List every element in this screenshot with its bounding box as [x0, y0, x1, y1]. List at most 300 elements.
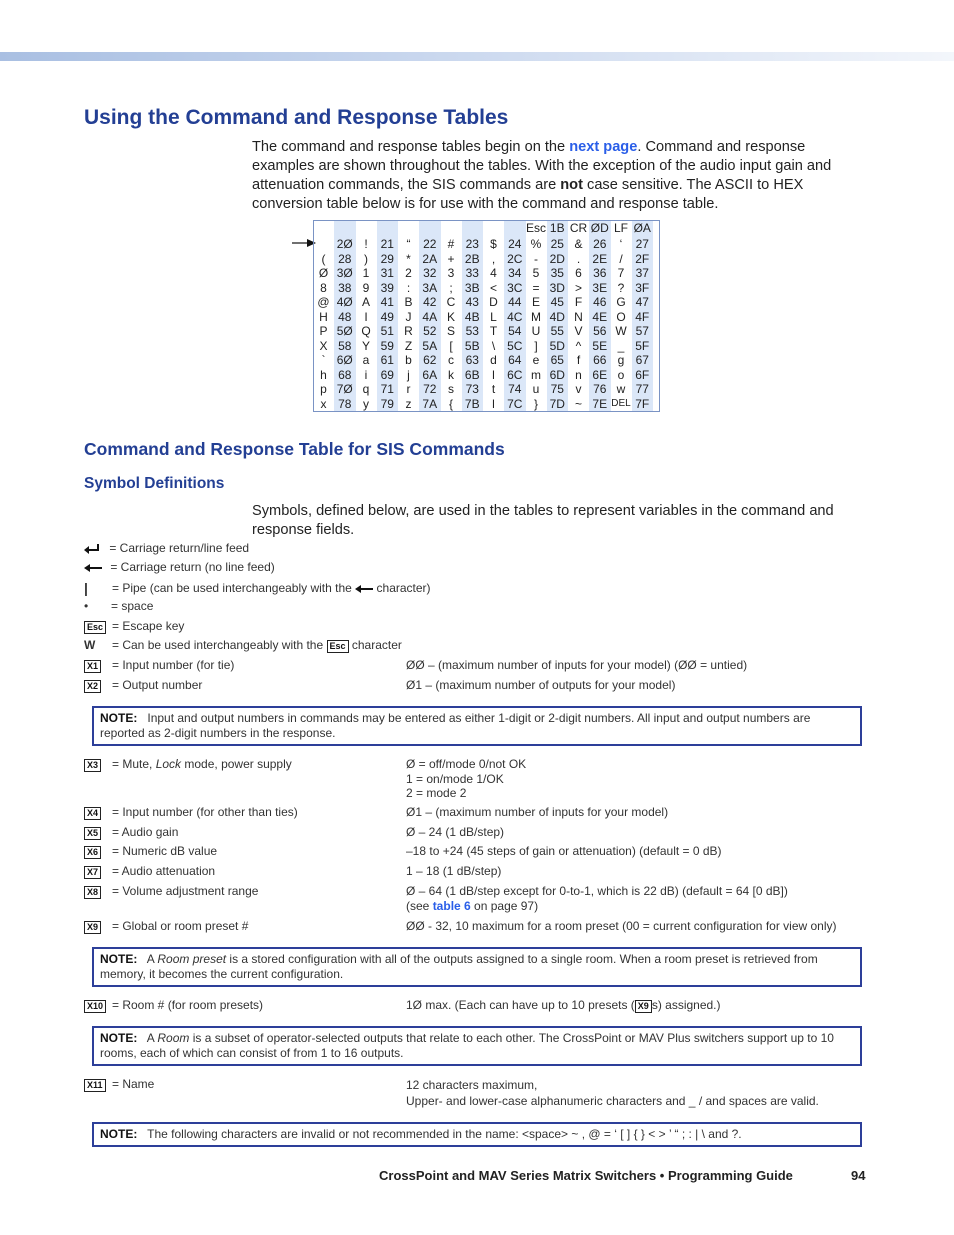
var-value-line: Ø – 64 (1 dB/step except for 0-to-1, which is 22 dB) (default = 64 [0 dB])	[406, 884, 788, 898]
page-number: 94	[851, 1168, 866, 1183]
var-row-x9	[84, 919, 837, 934]
var-symbol: X1	[84, 660, 101, 673]
var-row-x8	[84, 884, 788, 913]
var-row-x2	[84, 678, 676, 693]
char-cell: m	[531, 367, 541, 382]
char-cell: D	[489, 295, 498, 309]
hex-cell: 39	[377, 281, 399, 296]
note-text: A	[146, 952, 158, 966]
char-cell: M	[531, 309, 541, 324]
var-def: = Output number	[112, 678, 203, 692]
ascii-row	[313, 368, 653, 383]
char-cell: ~	[574, 396, 582, 411]
char-cell: :	[406, 280, 411, 295]
hex-cell: 6E	[589, 368, 611, 383]
w-symbol: W	[84, 638, 96, 652]
char-cell: 9	[362, 280, 370, 295]
hex-cell: 7B	[462, 397, 484, 412]
hex-cell: 7D	[547, 397, 569, 412]
hex-cell: 34	[504, 266, 526, 281]
var-value-line: Upper- and lower-case alphanumeric characters and _ / and spaces are valid.	[406, 1094, 819, 1108]
hex-cell: 45	[547, 295, 569, 310]
var-symbol: X2	[84, 680, 101, 693]
char-cell: e	[532, 353, 540, 367]
char-cell: _	[617, 338, 625, 353]
symbol-row-esc	[84, 619, 185, 634]
hex-cell: 5D	[547, 339, 569, 354]
var-row-x3	[84, 757, 527, 800]
char-cell: n	[575, 367, 582, 382]
footer-title: CrossPoint and MAV Series Matrix Switchers • Programming Guide	[379, 1168, 793, 1183]
char-cell: “	[406, 237, 411, 251]
var-symbol: X4	[84, 807, 101, 820]
char-cell: <	[489, 280, 497, 295]
section-heading: Command and Response Table for SIS Commands	[84, 439, 505, 459]
char-cell: X	[319, 338, 328, 353]
var-value	[406, 1077, 819, 1109]
esc-def: = Escape key	[112, 619, 185, 633]
char-cell: Y	[361, 338, 370, 353]
char-cell: T	[489, 324, 498, 338]
char-cell: N	[574, 309, 583, 324]
char-cell: w	[616, 382, 626, 396]
next-page-link[interactable]: next page	[569, 139, 638, 155]
var-symbol: X3	[84, 759, 101, 772]
hex-cell: 67	[632, 353, 654, 368]
note-box-2	[92, 947, 862, 987]
hex-cell: 52	[419, 324, 441, 339]
hex-cell: 41	[377, 295, 399, 310]
char-cell: [	[449, 338, 453, 353]
var-value-text-end: s) assigned.)	[651, 998, 721, 1012]
ascii-hex-table	[313, 220, 653, 411]
char-cell: 4	[490, 266, 497, 280]
char-cell: U	[531, 324, 541, 338]
char-cell: h	[320, 367, 327, 382]
hex-cell: 2E	[589, 252, 611, 267]
var-def: = Audio gain	[112, 825, 179, 839]
var-value: –18 to +24 (45 steps of gain or attenuation) (default = 0 dB)	[406, 844, 722, 858]
hex-cell: 6Ø	[334, 353, 356, 368]
hex-cell: 44	[504, 295, 526, 310]
hex-cell: 4D	[547, 310, 569, 325]
char-cell: 8	[320, 280, 327, 295]
esc-key-symbol: Esc	[327, 640, 349, 653]
hex-cell: 62	[419, 353, 441, 368]
char-cell: ‘	[619, 237, 623, 251]
space-def: = space	[111, 599, 154, 613]
char-cell: (	[321, 251, 326, 266]
symbol-row-w	[84, 638, 402, 652]
subsection-heading: Symbol Definitions	[84, 475, 225, 492]
var-value-line-end: on page 97)	[470, 899, 539, 913]
char-cell: J	[405, 309, 412, 324]
char-cell: ]	[534, 338, 538, 353]
var-def: = Audio attenuation	[112, 864, 216, 878]
char-cell: i	[364, 367, 368, 382]
note-italic: Room	[157, 1031, 190, 1045]
hex-cell: 63	[462, 353, 484, 368]
char-cell: B	[404, 295, 413, 309]
hex-cell: 68	[334, 368, 356, 383]
hex-cell: 56	[589, 324, 611, 339]
hex-cell: 5F	[632, 339, 654, 354]
char-cell: Z	[404, 338, 413, 353]
hex-cell: 6C	[504, 368, 526, 383]
var-value	[406, 884, 788, 914]
esc-key-symbol: Esc	[84, 621, 106, 634]
char-cell: u	[532, 382, 540, 396]
char-cell: R	[404, 324, 413, 338]
char-cell: Q	[361, 324, 371, 338]
char-cell: k	[448, 367, 454, 382]
hex-cell: 58	[334, 339, 356, 354]
hex-cell: 5B	[462, 339, 484, 354]
hex-cell: 3D	[547, 281, 569, 296]
var-def	[112, 757, 292, 771]
ascii-row	[313, 339, 653, 354]
hex-cell: 69	[377, 368, 399, 383]
hex-cell: 78	[334, 397, 356, 412]
hex-cell	[334, 220, 356, 237]
cr-def: = Carriage return (no line feed)	[110, 560, 275, 574]
note-text-end: is a subset of operator-selected outputs that relate to each other. The CrossPoint or MAV Plus switchers support up to 10 rooms, each of which can consist of from 1 to 16 outputs.	[100, 1031, 834, 1060]
var-value: Ø – 24 (1 dB/step)	[406, 825, 505, 839]
symbols-intro: Symbols, defined below, are used in the tables to represent variables in the command and response fields.	[252, 503, 834, 538]
pipe-def	[112, 581, 431, 595]
hex-cell: 6D	[547, 368, 569, 383]
var-row-x5	[84, 825, 505, 840]
hex-cell: 22	[419, 237, 441, 252]
char-cell: LF	[613, 221, 628, 236]
hex-cell: 59	[377, 339, 399, 354]
char-cell	[313, 237, 334, 252]
hex-cell: 2A	[419, 252, 441, 267]
char-cell	[483, 220, 504, 237]
char-cell: 2	[405, 266, 412, 280]
note-text: The following characters are invalid or not recommended in the name: <space> ~ , @ = ‘ [ ] { } < > ’ “ ; : | \ and ?.	[147, 1127, 742, 1141]
var-def: = Input number (for other than ties)	[112, 805, 298, 819]
hex-cell: 7E	[589, 397, 611, 412]
char-cell: K	[446, 309, 455, 324]
char-cell: `	[321, 353, 326, 367]
char-cell: DEL	[611, 397, 631, 409]
char-cell: I	[364, 309, 368, 324]
char-cell: v	[575, 382, 582, 396]
w-def	[112, 638, 402, 653]
hex-cell: 25	[547, 237, 569, 252]
hex-cell	[377, 220, 399, 237]
hex-cell: 4E	[589, 310, 611, 325]
var-symbol: X10	[84, 1000, 106, 1013]
pipe-def-text: = Pipe (can be used interchangeably with the	[112, 581, 352, 595]
hex-cell: 23	[462, 237, 484, 252]
var-row-x7	[84, 864, 502, 879]
ascii-row	[313, 310, 653, 325]
char-cell: P	[319, 324, 328, 338]
hex-cell: 7C	[504, 397, 526, 412]
char-cell	[441, 220, 462, 237]
char-cell: S	[446, 324, 455, 338]
char-cell: t	[491, 382, 496, 396]
left-arrow-icon	[355, 585, 373, 593]
hex-cell: 65	[547, 353, 569, 368]
char-cell: f	[576, 353, 581, 367]
note-label: NOTE:	[100, 1031, 138, 1045]
hex-cell: 5Ø	[334, 324, 356, 339]
ascii-row	[313, 252, 653, 267]
hex-cell: 76	[589, 382, 611, 397]
char-cell: g	[617, 353, 625, 367]
char-cell: $	[490, 237, 497, 251]
hex-cell: 4F	[632, 310, 654, 325]
var-def-text: = Mute,	[112, 757, 156, 771]
w-def-text: = Can be used interchangeably with the	[112, 638, 324, 652]
hex-cell: 35	[547, 266, 569, 281]
ascii-row	[313, 237, 653, 252]
var-value-text: 1Ø max. (Each can have up to 10 presets (	[406, 998, 635, 1012]
symbol-row-cr	[84, 560, 275, 574]
note-box-1	[92, 706, 862, 746]
char-cell: a	[362, 353, 370, 367]
hex-cell: 7F	[632, 397, 654, 412]
var-def: = Name	[112, 1077, 155, 1091]
var-def: = Volume adjustment range	[112, 884, 259, 898]
char-cell: F	[574, 295, 583, 309]
symbol-row-space	[84, 599, 154, 613]
hex-cell: 31	[377, 266, 399, 281]
symbol-row-pipe	[84, 580, 431, 596]
char-cell: s	[448, 382, 454, 396]
char-cell: 3	[447, 266, 455, 280]
var-value-line: 12 characters maximum,	[406, 1078, 538, 1092]
note-box-4	[92, 1122, 862, 1147]
hex-cell: 49	[377, 310, 399, 325]
var-def: = Numeric dB value	[112, 844, 218, 858]
char-cell: L	[490, 309, 497, 324]
char-cell: p	[320, 382, 327, 396]
char-cell: 5	[532, 266, 540, 280]
intro-paragraph	[252, 138, 862, 214]
char-cell: V	[574, 324, 583, 338]
var-value-line: (see	[406, 899, 433, 913]
var-def: = Input number (for tie)	[112, 658, 235, 672]
char-cell: H	[319, 309, 328, 324]
hex-cell: 2Ø	[334, 237, 356, 252]
ascii-row	[313, 295, 653, 310]
hex-cell	[419, 220, 441, 237]
hex-cell: 28	[334, 252, 356, 267]
char-cell: z	[405, 396, 412, 411]
char-cell	[313, 220, 334, 237]
page-title: Using the Command and Response Tables	[84, 106, 509, 129]
char-cell: l	[492, 396, 495, 411]
hex-cell: 6F	[632, 368, 654, 383]
char-cell: C	[446, 295, 456, 309]
hex-cell: 72	[419, 382, 441, 397]
hex-cell: 4C	[504, 310, 526, 325]
var-def: = Room # (for room presets)	[112, 998, 264, 1012]
char-cell: &	[574, 237, 583, 251]
hex-cell: 27	[632, 237, 654, 252]
char-cell: )	[364, 251, 368, 266]
hex-cell: 3B	[462, 281, 484, 296]
char-cell: Ø	[318, 266, 329, 280]
var-row-x11	[84, 1077, 819, 1108]
hex-cell: 38	[334, 281, 356, 296]
var-value: ØØ – (maximum number of inputs for your model) (ØØ = untied)	[406, 658, 748, 672]
cr-lf-def: = Carriage return/line feed	[109, 541, 250, 555]
ascii-row	[313, 281, 653, 296]
char-cell	[356, 220, 377, 237]
table-6-link[interactable]: table 6	[432, 899, 471, 913]
char-cell: *	[406, 251, 411, 266]
char-cell: x	[320, 396, 327, 411]
hex-cell: 53	[462, 324, 484, 339]
hex-cell: 7A	[419, 397, 441, 412]
hex-cell: 2F	[632, 252, 654, 267]
hex-cell: 54	[504, 324, 526, 339]
hex-cell: 24	[504, 237, 526, 252]
char-cell: 1	[362, 266, 370, 280]
hex-cell: 6A	[419, 368, 441, 383]
hex-cell: 37	[632, 266, 654, 281]
var-value-line: Ø = off/mode 0/not OK	[406, 757, 527, 771]
char-cell: j	[407, 367, 410, 382]
hex-cell: 5E	[589, 339, 611, 354]
var-value	[406, 998, 721, 1013]
char-cell: =	[532, 280, 540, 295]
hex-cell: 7Ø	[334, 382, 356, 397]
char-cell: c	[448, 353, 454, 367]
hex-cell: 61	[377, 353, 399, 368]
hex-cell: ØD	[590, 221, 609, 236]
var-def-text-end: mode, power supply	[181, 757, 292, 771]
char-cell: O	[616, 309, 626, 324]
char-cell: ^	[575, 338, 582, 353]
var-row-x1	[84, 658, 748, 673]
char-cell: ,	[491, 251, 496, 266]
char-cell: /	[619, 251, 623, 266]
hex-cell: 5A	[419, 339, 441, 354]
char-cell: ;	[449, 280, 453, 295]
hex-cell	[504, 220, 526, 237]
char-cell: W	[615, 324, 627, 338]
ascii-row	[313, 266, 653, 281]
hex-cell: 48	[334, 310, 356, 325]
pipe-symbol: |	[84, 580, 88, 596]
var-row-x6	[84, 844, 722, 859]
hex-cell: 77	[632, 382, 654, 397]
intro-bold-not: not	[560, 177, 583, 193]
var-value: ØØ - 32, 10 maximum for a room preset (00 = current configuration for view only)	[406, 919, 837, 933]
var-value	[406, 757, 526, 801]
note-italic: Room preset	[157, 952, 227, 966]
hex-cell: 32	[419, 266, 441, 281]
note-label: NOTE:	[100, 711, 138, 725]
char-cell: .	[576, 251, 581, 266]
char-cell: o	[617, 367, 625, 382]
char-cell: #	[447, 237, 455, 251]
hex-cell: 3Ø	[334, 266, 356, 281]
ascii-row	[313, 353, 653, 368]
hex-cell: 64	[504, 353, 526, 368]
var-row-x10	[84, 998, 721, 1013]
var-symbol: X5	[84, 827, 101, 840]
char-cell: CR	[569, 221, 588, 236]
hex-cell: 2C	[504, 252, 526, 267]
hex-cell: ØA	[632, 220, 654, 237]
space-symbol: •	[84, 599, 89, 613]
var-def-italic: Lock	[155, 757, 182, 771]
var-symbol: X7	[84, 866, 101, 879]
char-cell: 7	[617, 266, 625, 280]
var-value-line: 2 = mode 2	[406, 786, 467, 800]
var-value: Ø1 – (maximum number of inputs for your model)	[406, 805, 669, 819]
char-cell: {	[448, 396, 453, 411]
hex-cell: 46	[589, 295, 611, 310]
ascii-row	[313, 324, 653, 339]
char-cell: E	[531, 295, 540, 309]
hex-cell: 6B	[462, 368, 484, 383]
intro-text-1: The command and response tables begin on the	[252, 139, 570, 155]
intro-text-2: . Command and response examples are shown throughout the tables. With the exception of the audio input gain and attenuation commands, the SIS commands are	[252, 139, 832, 193]
note-text: A	[146, 1031, 158, 1045]
char-cell: }	[533, 396, 538, 411]
char-cell: y	[363, 396, 369, 411]
hex-cell: 43	[462, 295, 484, 310]
note-text-end: is a stored configuration with all of the outputs assigned to a single room. When a room preset is retrieved from memory, it becomes the current configuration.	[100, 952, 818, 981]
w-def-text-end: character	[351, 638, 402, 652]
var-value: Ø1 – (maximum number of outputs for your model)	[406, 678, 676, 692]
var-symbol: X6	[84, 846, 101, 859]
var-symbol: X11	[84, 1079, 106, 1092]
hex-cell: 74	[504, 382, 526, 397]
hex-cell: 3A	[419, 281, 441, 296]
var-def: = Global or room preset #	[112, 919, 249, 933]
hex-cell: 5C	[504, 339, 526, 354]
pipe-def-text-end: character)	[376, 581, 431, 595]
hex-cell: 4B	[462, 310, 484, 325]
hex-cell: 51	[377, 324, 399, 339]
hex-cell: 29	[377, 252, 399, 267]
ascii-row	[313, 382, 653, 397]
hex-cell: 36	[589, 266, 611, 281]
header-gradient-bar	[0, 52, 954, 61]
char-cell: Esc	[525, 221, 546, 236]
char-cell: !	[364, 237, 368, 251]
hex-cell: 66	[589, 353, 611, 368]
var-symbol: X9	[84, 921, 101, 934]
var-row-x4	[84, 805, 669, 820]
char-cell: q	[362, 382, 370, 396]
hex-cell: 1B	[547, 220, 569, 237]
hex-cell: 2D	[547, 252, 569, 267]
char-cell: -	[534, 251, 538, 266]
left-arrow-icon	[84, 564, 102, 572]
ascii-header-row	[313, 220, 653, 237]
intro-text-3: case sensitive. The ASCII to HEX conversion table below is for use with the command and response table.	[252, 177, 804, 212]
hex-cell: 55	[547, 324, 569, 339]
var-symbol-inline: X9	[635, 1000, 652, 1013]
hex-cell: 47	[632, 295, 654, 310]
hex-cell: 21	[377, 237, 399, 252]
char-cell: \	[491, 338, 496, 353]
hex-cell: 42	[419, 295, 441, 310]
hex-cell: 4Ø	[334, 295, 356, 310]
char-cell: d	[490, 353, 497, 367]
char-cell: +	[447, 251, 455, 266]
